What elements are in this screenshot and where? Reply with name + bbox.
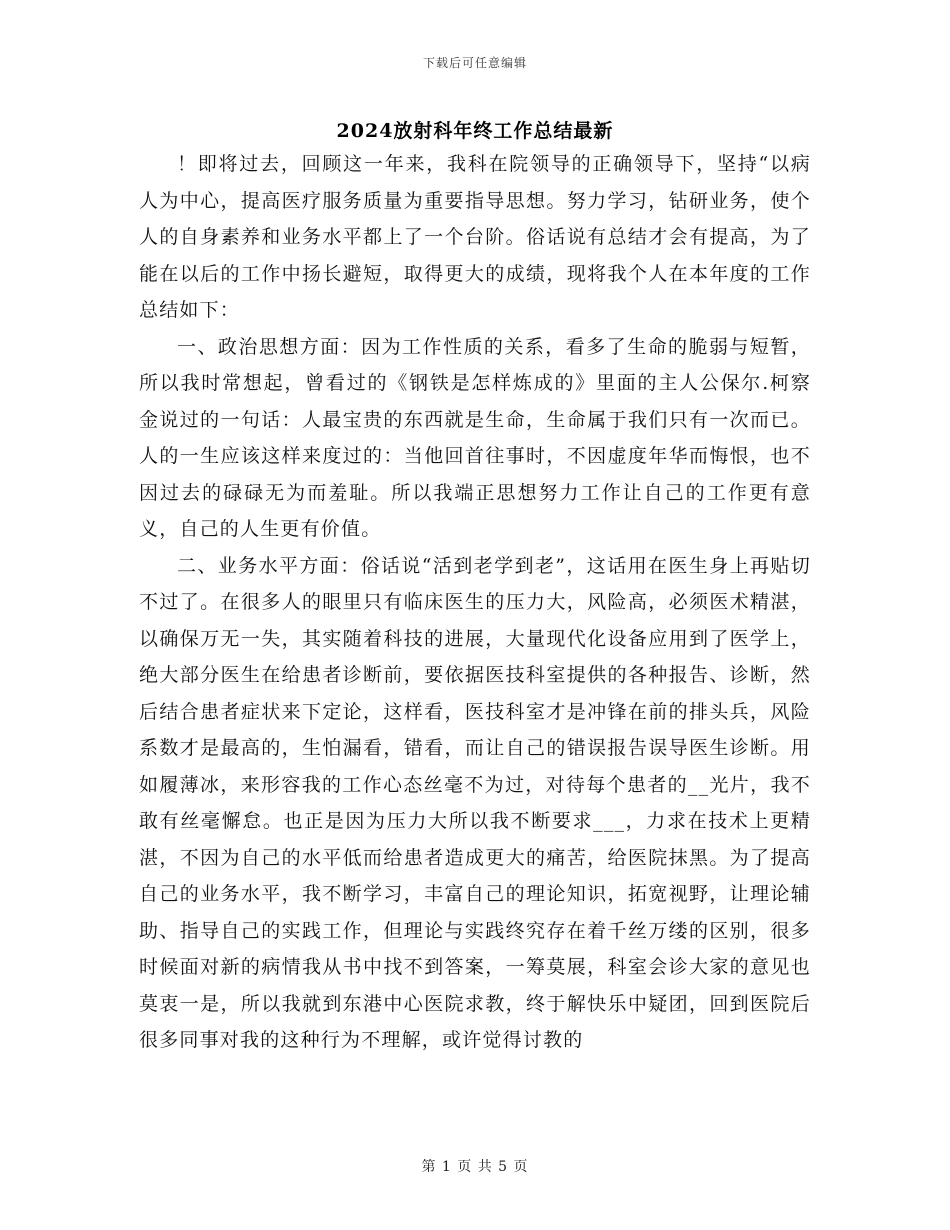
- page-footer: 第 1 页 共 5 页: [421, 1159, 529, 1175]
- header-note: 下载后可任意编辑: [422, 56, 527, 70]
- document-body: [139, 146, 811, 1059]
- document-title: 2024放射科年终工作总结最新: [336, 120, 614, 142]
- paragraph-political-thought: 一、政治思想方面：因为工作性质的关系，看多了生命的脆弱与短暂，所以我时常想起，曾看过的《钢铁是怎样炼成的》里面的主人公保尔.柯察金说过的一句话：人最宝贵的东西就是生命，生命属于我们只有一次而已。人的一生应该这样来度过的：当他回首往事时，不因虚度年华而悔恨，也不因过去的碌碌无为而羞耻。所以我端正思想努力工作让自己的工作更有意义，自己的人生更有价值。: [139, 335, 811, 540]
- paragraph-intro: ！即将过去，回顾这一年来，我科在院领导的正确领导下，坚持“以病人为中心，提高医疗服务质量为重要指导思想。努力学习，钻研业务，使个人的自身素养和业务水平都上了一个台阶。俗话说有总结才会有提高，为了能在以后的工作中扬长避短，取得更大的成绩，现将我个人在本年度的工作总结如下：: [139, 153, 811, 321]
- paragraph-professional-level: 二、业务水平方面：俗话说“活到老学到老”，这话用在医生身上再贴切不过了。在很多人的眼里只有临床医生的压力大，风险高，必须医术精湛，以确保万无一失，其实随着科技的进展，大量现代化设备应用到了医学上，绝大部分医生在给患者诊断前，要依据医技科室提供的各种报告、诊断，然后结合患者症状来下定论，这样看，医技科室才是冲锋在前的排头兵，风险系数才是最高的，生怕漏看，错看，而让自己的错误报告误导医生诊断。用如履薄冰，来形容我的工作心态丝毫不为过，对待每个患者的__光片，我不敢有丝毫懈怠。也正是因为压力大所以我不断要求___，力求在技术上更精湛，不因为自己的水平低而给患者造成更大的痛苦，给医院抹黑。为了提高自己的业务水平，我不断学习，丰富自己的理论知识，拓宽视野，让理论辅助、指导自己的实践工作，但理论与实践终究存在着千丝万缕的区别，很多时候面对新的病情我从书中找不到答案，一筹莫展，科室会诊大家的意见也莫衷一是，所以我就到东港中心医院求教，终于解快乐中疑团，回到医院后很多同事对我的这种行为不理解，或许觉得讨教的: [139, 554, 811, 1051]
